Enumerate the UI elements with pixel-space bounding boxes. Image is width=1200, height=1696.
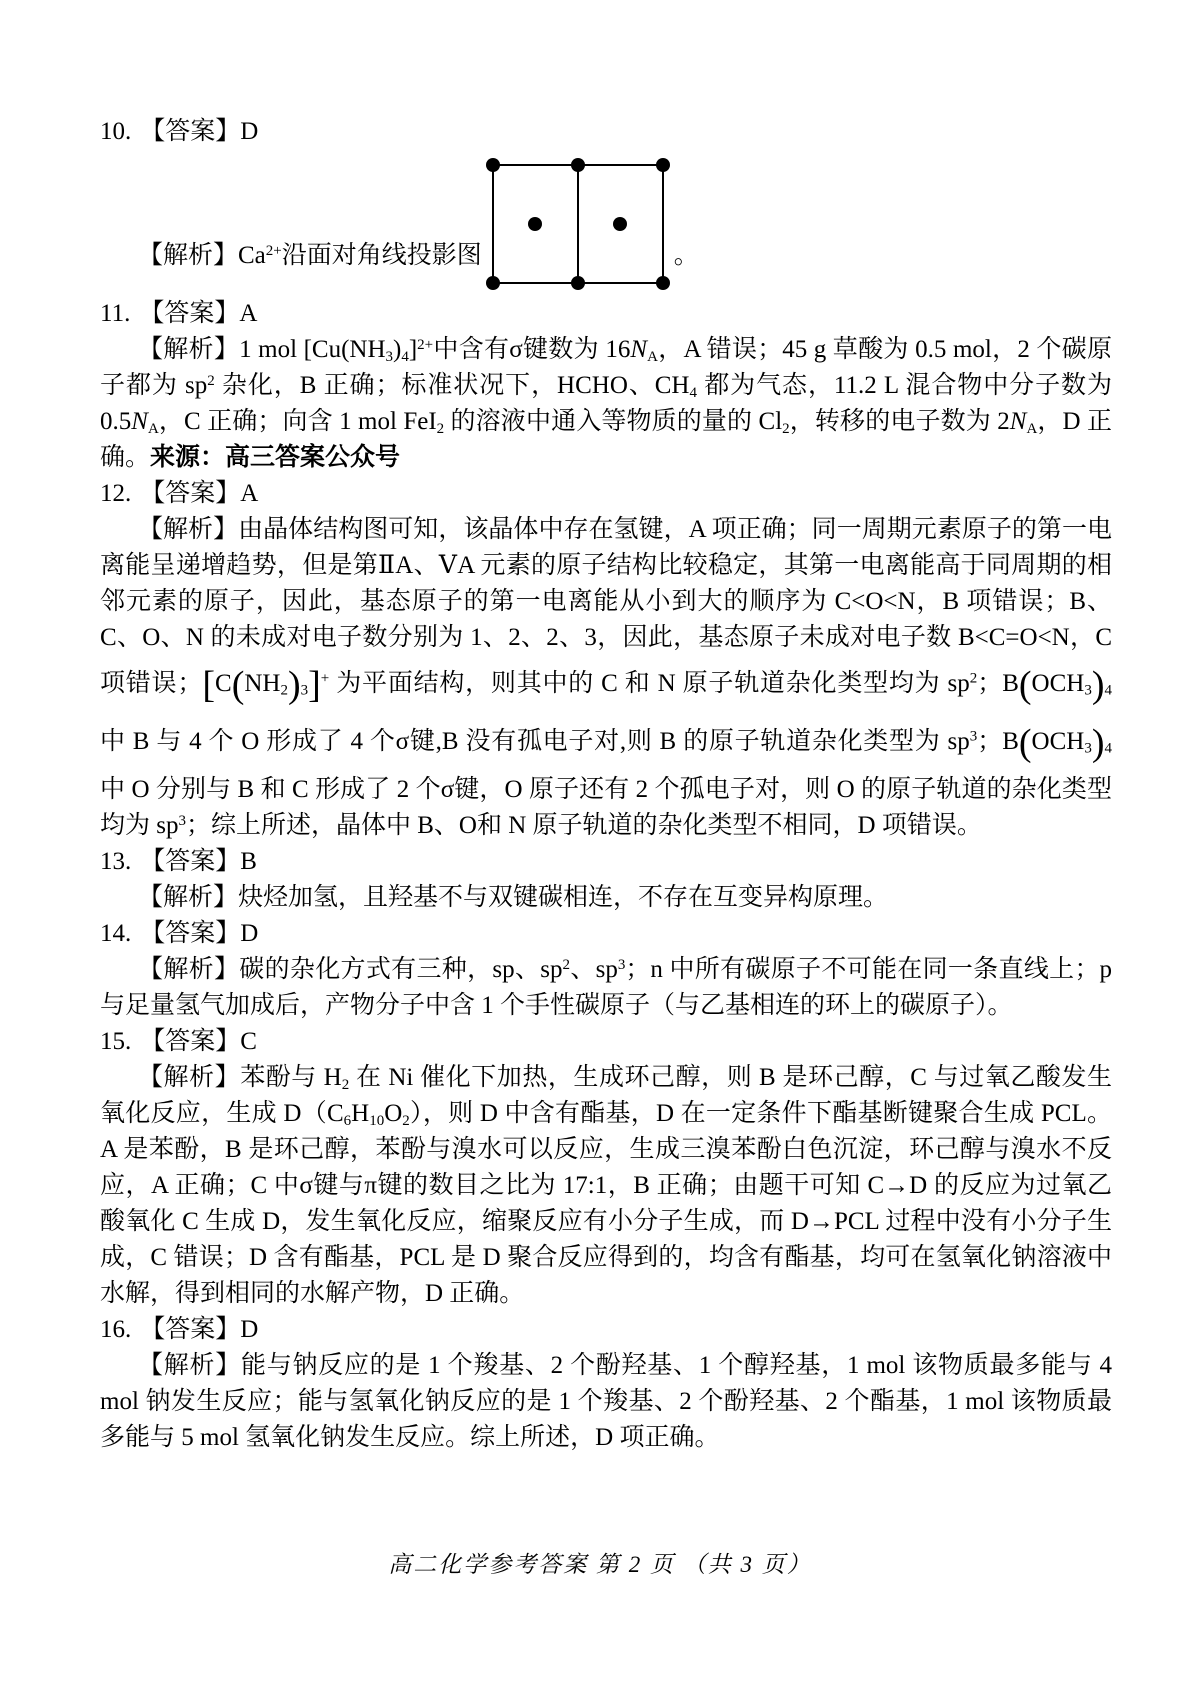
answer-heading [100, 844, 1112, 880]
rich-text-segment: 2 [436, 420, 445, 437]
answer-letter: D [240, 118, 259, 145]
ion-dot [486, 276, 500, 290]
rich-text-segment: 3 [385, 348, 394, 365]
rich-text-segment: 3 [178, 812, 186, 829]
analysis-paragraph: 【解析】苯酚与 H2 在 Ni 催化下加热，生成环己醇，则 B 是环己醇，C 与过氧乙酸发生氧化反应，生成 D（C6H10O2），则 D 中含有酯基，D 在一定条件下酯基断键聚合生成 PCL。A 是苯酚，B 是环己醇，苯酚与溴水可以反应，生成三溴苯酚白色沉淀，环己醇与溴水不反应，A 正确；C 中σ键与π键的数目之比为 17:1，B 正确；由题干可知 C→D 的反应为过氧乙酸氧化 C 生成 D，发生氧化反应，缩聚反应有小分子生成，而 D→PCL 过程中没有小分子生成，C 错误；D 含有酯基，PCL 是 D 聚合反应得到的，均含有酯基，均可在氢氧化钠溶液中水解，得到相同的水解产物，D 正确。 [100, 1064, 1112, 1307]
rich-text-segment: ( [1018, 664, 1032, 706]
rich-text-segment: 3 [617, 956, 626, 973]
question-item-13 [100, 844, 1112, 916]
rich-text-segment: ) [287, 664, 301, 706]
answer-letter: A [240, 480, 259, 507]
ion-dot [571, 276, 585, 290]
question-number: 14. [100, 920, 132, 947]
rich-text-segment: 2 [402, 1112, 410, 1129]
rich-text-segment: 2+ [265, 242, 282, 259]
ion-dot [656, 158, 670, 172]
answer-label: 【答案】 [140, 848, 241, 875]
analysis-paragraph: 【解析】碳的杂化方式有三种，sp、$sp^2$、$sp^3$；n 中所有碳原子不可能在同一条直线上；p 与足量氢气加成后，产物分子中含 1 个手性碳原子（与乙基相连的环上的碳原子）。 [100, 956, 1113, 1019]
question-number: 15. [100, 1028, 132, 1055]
rich-text-segment: A [147, 420, 159, 437]
rich-text-segment: [ [202, 664, 215, 706]
rich-text-segment: ) [1091, 664, 1105, 706]
rich-text-segment: 2 [562, 956, 571, 973]
question-number: 10. [100, 118, 132, 145]
question-number: 13. [100, 848, 132, 875]
rich-text-segment: 6 [343, 1112, 352, 1129]
question-number: 11. [100, 300, 131, 327]
analysis-with-diagram [100, 158, 1112, 290]
question-item-14 [100, 916, 1112, 1024]
analysis-caption: 【解析】$Ca^{2+}$沿面对角线投影图 [138, 242, 482, 269]
rich-text-segment: 4 [1104, 682, 1112, 699]
rich-text-segment: 3 [1084, 682, 1092, 699]
answer-label: 【答案】 [140, 920, 241, 947]
question-item-15 [100, 1024, 1112, 1312]
ion-dot [613, 217, 627, 231]
rich-text-segment: 3 [1084, 740, 1092, 757]
rich-text-segment: 3 [969, 728, 978, 745]
analysis-paragraph: 【解析】能与钠反应的是 1 个羧基、2 个酚羟基、1 个醇羟基，1 mol 该物质最多能与 4 mol 钠发生反应；能与氢氧化钠反应的是 1 个羧基、2 个酚羟基、2 个酯基，1 mol 该物质最多能与 5 mol 氢氧化钠发生反应。综上所述，D 项正确。 [100, 1352, 1112, 1451]
question-item-12 [100, 476, 1112, 844]
rich-text-segment: 2 [207, 372, 215, 389]
answer-label: 【答案】 [140, 480, 241, 507]
rich-text-segment: N [1009, 408, 1027, 435]
answer-label: 【答案】 [140, 1316, 241, 1343]
rich-text-segment: ) [1091, 722, 1105, 764]
answer-label: 【答案】 [140, 118, 241, 145]
rich-text-segment: ( [1018, 722, 1032, 764]
answer-letter: D [240, 1316, 259, 1343]
rich-text-segment: 4 [401, 348, 409, 365]
question-number: 16. [100, 1316, 132, 1343]
question-number: 12. [100, 480, 132, 507]
analysis-paragraph: 【解析】炔烃加氢，且羟基不与双键碳相连，不存在互变异构原理。 [138, 884, 889, 911]
page-footer: 高二化学参考答案 第 2 页 （共 3 页） [388, 1552, 812, 1577]
answer-heading [100, 1312, 1112, 1348]
rich-text-segment: N [630, 336, 648, 363]
answer-heading [100, 296, 1112, 332]
analysis-paragraph: 【解析】由晶体结构图可知，该晶体中存在氢键，A 项正确；同一周期元素原子的第一电离能呈递增趋势，但是第ⅡA、ⅤA 元素的原子结构比较稳定，其第一电离能高于同周期的相邻元素的原子，因此，基态原子的第一电离能从小到大的顺序为 C<O<N，B 项错误；B、C、O、N 的未成对电子数分别为 1、2、2、3，因此，基态原子未成对电子数 B<C=O<N，C 项错误；[C(NH2)3]+ 为平面结构，则其中的 C 和 N 原子轨道杂化类型均为 $sp^2$；B(OCH3)4 中 B 与 4 个 O 形成了 4 个σ键,B 没有孤电子对,则 B 的原子轨道杂化类型为 $sp^3$；B(OCH3)4 中 O 分别与 B 和 C 形成了 2 个σ键，O 原子还有 2 个孤电子对，则 O 的原子轨道的杂化类型均为 $sp^3$；综上所述，晶体中 B、O和 N 原子轨道的杂化类型不相同，D 项错误。 [100, 516, 1112, 839]
rich-text-segment: 2 [782, 420, 790, 437]
question-item-11 [100, 296, 1112, 476]
rich-text-segment: 2+ [417, 336, 434, 353]
rich-text-segment: + [320, 670, 330, 687]
answer-letter: A [239, 300, 258, 327]
answer-heading [100, 1024, 1112, 1060]
answers-list [100, 114, 1112, 1456]
answer-label: 【答案】 [140, 1028, 241, 1055]
answer-heading [100, 476, 1112, 512]
rich-text-segment: 2 [341, 1076, 350, 1093]
rich-text-segment: 4 [689, 384, 697, 401]
ion-dot [486, 158, 500, 172]
question-item-10 [100, 114, 1112, 290]
rich-text-segment: 4 [1104, 740, 1112, 757]
answer-label: 【答案】 [139, 300, 240, 327]
rich-text-segment: 2 [969, 670, 978, 687]
answer-letter: B [240, 848, 257, 875]
answer-heading [100, 916, 1112, 952]
ion-dot [656, 276, 670, 290]
rich-text-segment: 10 [369, 1112, 385, 1129]
period-mark: 。 [673, 242, 699, 269]
answer-letter: C [240, 1028, 257, 1055]
rich-text-segment: 2 [280, 682, 288, 699]
ion-dot [528, 217, 542, 231]
ion-dot [571, 158, 585, 172]
rich-text-segment: N [131, 408, 148, 435]
rich-text-segment: 3 [300, 682, 309, 699]
rich-text-segment: A [1026, 420, 1038, 437]
rich-text-segment: A [647, 348, 658, 365]
rich-text-segment: ( [231, 664, 245, 706]
rich-text-segment: ] [308, 664, 321, 706]
question-item-16 [100, 1312, 1112, 1456]
analysis-paragraph: 【解析】1 mol $[Cu(NH3)4]^{2+}$中含有σ键数为 16NA，A 错误；45 g 草酸为 0.5 mol，2 个碳原子都为 $sp^2$ 杂化，B 正确；标准状况下，HCHO、CH4 都为气态，11.2 L 混合物中分子数为 0.5NA，C 正确；向含 1 mol FeI2 的溶液中通入等物质的量的 Cl2，转移的电子数为 2NA，D 正确。来源：高三答案公众号 [100, 336, 1112, 471]
answer-heading [100, 114, 1112, 150]
projection-diagram [486, 158, 670, 290]
rich-text-segment: 来源：高三答案公众号 [150, 444, 401, 471]
answer-letter: D [240, 920, 259, 947]
